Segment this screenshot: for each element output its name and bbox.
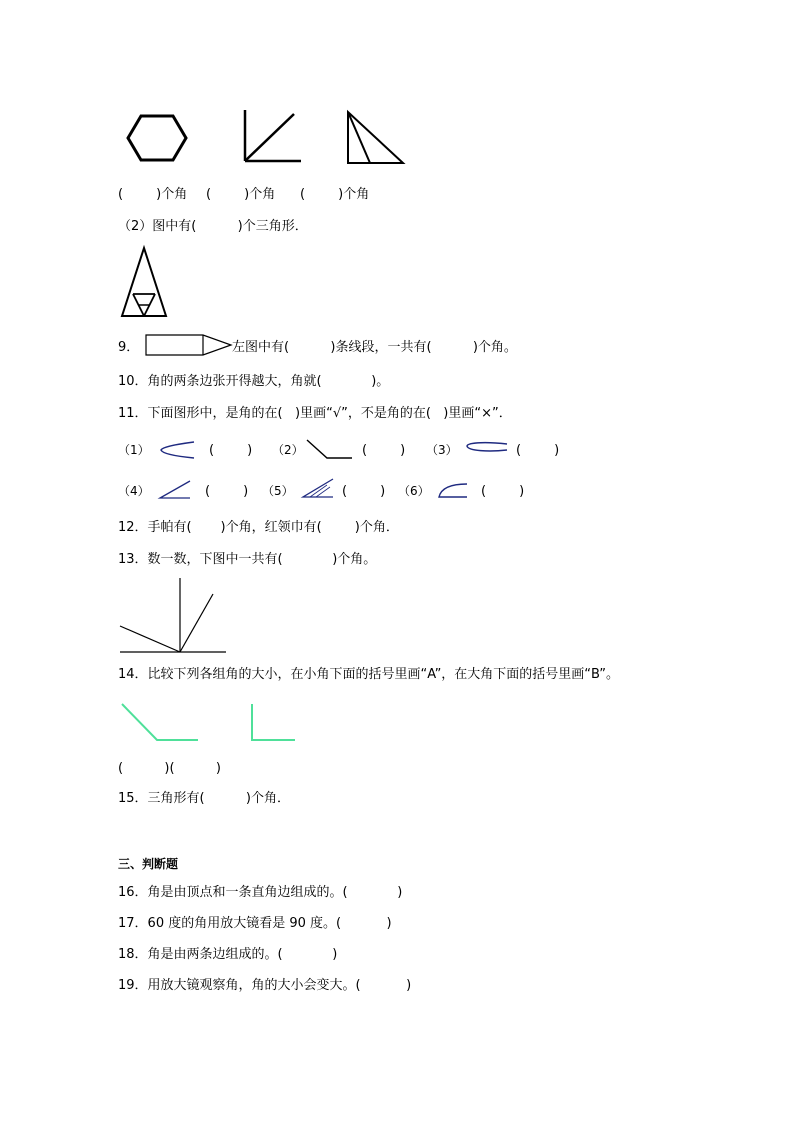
q11-label-1: （1） [118,443,150,457]
q8-answer-1: ( )个角 [118,187,188,202]
q11-shape-5 [300,477,336,501]
q8-answer-2: ( )个角 [206,187,276,202]
q11-label-3: （3） [426,443,458,457]
q8-sub2: （2）图中有( )个三角形． [118,219,308,234]
q11-shape-3 [464,441,510,457]
q9-text: 左图中有( )条线段，一共有( )个角。 [232,340,517,355]
q14-obtuse-angle [120,702,200,744]
q11-stem: 11．下面图形中，是角的在( )里画“√”，不是角的在( )里画“×”． [118,406,512,421]
q14-right-angle [250,702,298,744]
q17: 17．60 度的角用放大镜看是 90 度。( ) [118,916,392,931]
nested-triangle-figure [120,246,170,320]
q12: 12．手帕有( )个角，红领巾有( )个角． [118,520,399,535]
q11-shape-2 [305,438,355,462]
q13-rays-figure [118,576,230,656]
q11-label-6: （6） [398,484,430,498]
q10: 10．角的两条边张开得越大，角就( )。 [118,374,390,389]
q11-shape-1 [158,440,198,460]
q16: 16．角是由顶点和一条直角边组成的。( ) [118,885,403,900]
q11-paren-1: ( ) [209,443,253,458]
q11-paren-5: ( ) [342,484,386,499]
q11-paren-6: ( ) [481,484,525,499]
q11-paren-2: ( ) [362,443,406,458]
q11-paren-3: ( ) [516,443,560,458]
q11-label-4: （4） [118,484,150,498]
q15: 15．三角形有( )个角． [118,791,291,806]
q19: 19．用放大镜观察角，角的大小会变大。( ) [118,978,412,993]
q18: 18．角是由两条边组成的。( ) [118,947,338,962]
q13: 13．数一数，下图中一共有( )个角。 [118,552,377,567]
pentagon-arrow-figure [145,334,235,358]
angle-figure [243,108,303,164]
q8-answer-3: ( )个角 [300,187,370,202]
q9-number: 9． [118,340,140,355]
q11-paren-4: ( ) [205,484,249,499]
q11-shape-6 [436,482,470,500]
hexagon-figure [126,114,188,162]
section-title: 三、判断题 [118,857,179,871]
q11-shape-4 [158,479,194,501]
q14-stem: 14．比较下列各组角的大小，在小角下面的括号里画“A”，在大角下面的括号里画“B”。 [118,667,619,682]
q11-label-5: （5） [262,484,294,498]
q14-parens: ( )( ) [118,761,221,776]
q11-label-2: （2） [272,443,304,457]
split-triangle-figure [346,110,406,166]
